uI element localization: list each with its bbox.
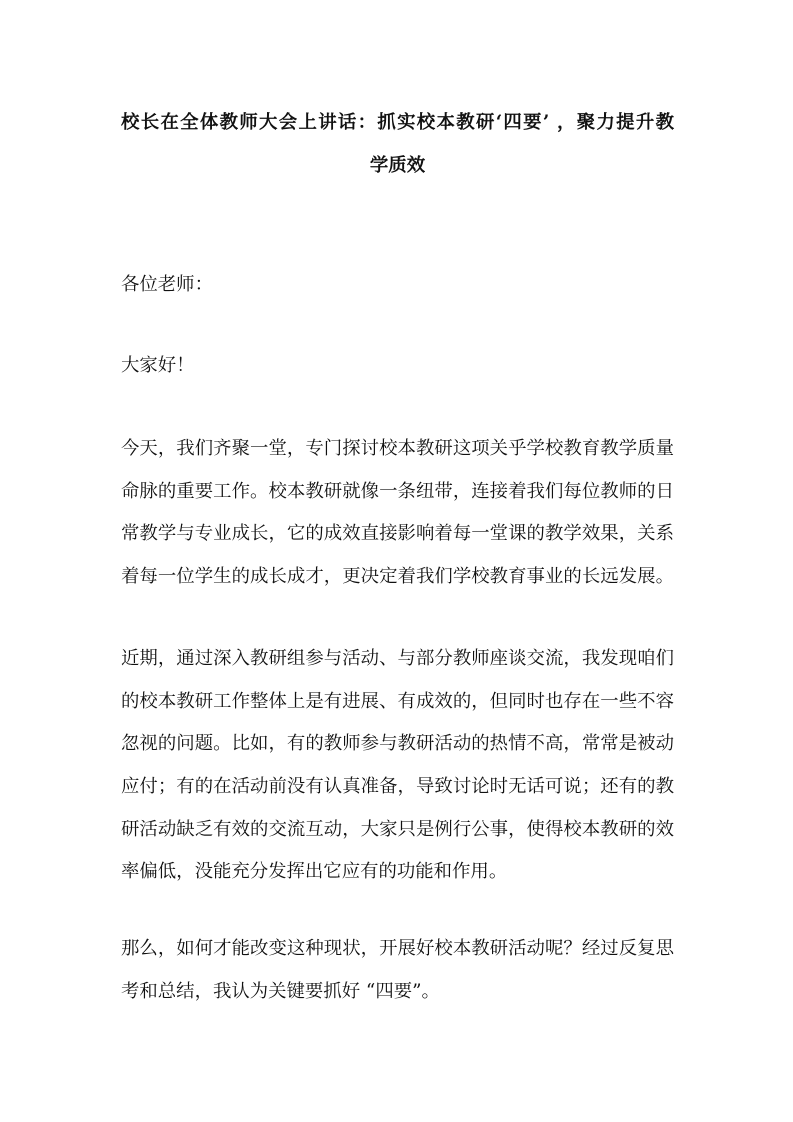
title-line-2: 学质效 [369, 154, 426, 176]
paragraph-line: 的校本教研工作整体上是有进展、有成效的，但同时也存在一些不容 [121, 690, 674, 712]
paragraph-line: 应付；有的在活动前没有认真准备，导致讨论时无话可说；还有的教 [121, 776, 674, 798]
paragraph-line: 忽视的问题。比如，有的教师参与教研活动的热情不高，常常是被动 [121, 733, 674, 755]
paragraph-line: 近期，通过深入教研组参与活动、与部分教师座谈交流，我发现咱们 [121, 648, 674, 669]
paragraph-line: 研活动缺乏有效的交流互动，大家只是例行公事，使得校本教研的效 [121, 818, 674, 840]
salutation: 各位老师： [121, 274, 213, 295]
greeting: 大家好！ [121, 355, 195, 376]
title-line-1: 校长在全体教师大会上讲话：抓实校本教研‘四要’ ，聚力提升教 [121, 112, 674, 133]
paragraph-line: 着每一位学生的成长成才，更决定着我们学校教育事业的长远发展。 [121, 566, 674, 588]
paragraph-line: 考和总结，我认为关键要抓好 “四要”。 [121, 980, 440, 1002]
paragraph-3 [121, 928, 674, 1013]
paragraph-1 [121, 428, 674, 599]
paragraph-line: 那么，如何才能改变这种现状，开展好校本教研活动呢？经过反复思 [121, 938, 674, 959]
paragraph-line: 命脉的重要工作。校本教研就像一条纽带，连接着我们每位教师的日 [121, 480, 674, 502]
paragraph-line: 今天，我们齐聚一堂，专门探讨校本教研这项关乎学校教育教学质量 [121, 438, 674, 459]
paragraph-line: 常教学与专业成长，它的成效直接影响着每一堂课的教学效果，关系 [121, 523, 674, 545]
paragraph-line: 率偏低，没能充分发挥出它应有的功能和作用。 [121, 861, 508, 883]
paragraph-2 [121, 638, 674, 894]
document-title [121, 102, 674, 186]
